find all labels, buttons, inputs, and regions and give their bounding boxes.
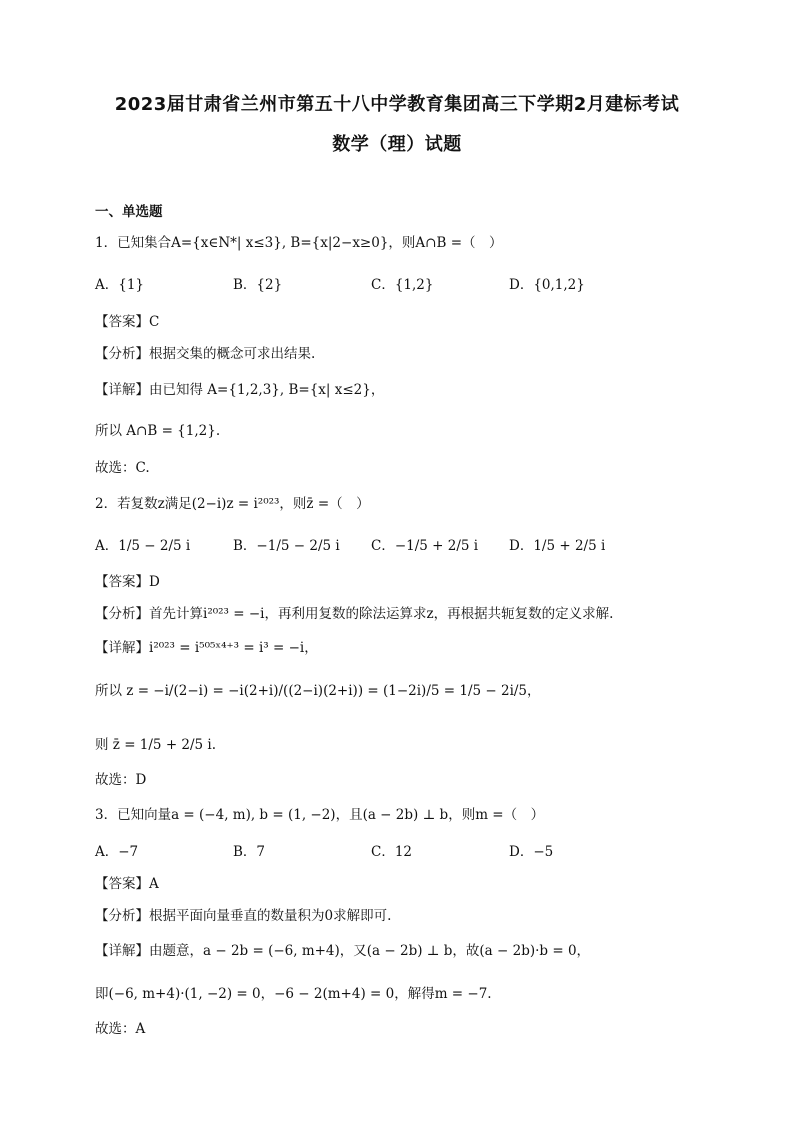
q3-choose: 故选：A xyxy=(95,1021,146,1037)
q1-step: 所以 A∩B = {1,2}. xyxy=(95,423,221,439)
q1-option-a: A．{1} xyxy=(95,277,145,293)
q1-detail: 【详解】由已知得 A={1,2,3}, B={x| x≤2}， xyxy=(95,382,385,398)
q1-option-c: C．{1,2} xyxy=(371,277,434,293)
q2-option-b: B．−1/5 − 2/5 i xyxy=(233,538,340,554)
q1-answer: 【答案】C xyxy=(95,314,160,330)
q3-answer: 【答案】A xyxy=(95,876,159,892)
document-title: 2023届甘肃省兰州市第五十八中学教育集团高三下学期2月建标考试 xyxy=(114,94,680,115)
q2-stem: 2．若复数z满足(2−i)z = i²⁰²³，则z̄ =（ ） xyxy=(95,496,370,512)
q3-option-b: B．7 xyxy=(233,844,266,860)
q2-option-d: D．1/5 + 2/5 i xyxy=(509,538,606,554)
q1-option-d: D．{0,1,2} xyxy=(509,277,585,293)
q1-choose: 故选：C. xyxy=(95,460,150,476)
q2-answer: 【答案】D xyxy=(95,574,160,590)
q1-stem: 1．已知集合A={x∈N*| x≤3}, B={x|2−x≥0}，则A∩B =（ ） xyxy=(95,235,503,251)
q3-analysis: 【分析】根据平面向量垂直的数量积为0求解即可. xyxy=(95,908,392,924)
q2-choose: 故选：D xyxy=(95,772,147,788)
q3-option-d: D．−5 xyxy=(509,844,554,860)
q3-option-c: C．12 xyxy=(371,844,413,860)
document-subtitle: 数学（理）试题 xyxy=(332,134,462,155)
q2-analysis: 【分析】首先计算i²⁰²³ = −i，再利用复数的除法运算求z，再根据共轭复数的定义求解. xyxy=(95,606,614,622)
q3-option-a: A．−7 xyxy=(95,844,139,860)
q1-analysis: 【分析】根据交集的概念可求出结果. xyxy=(95,346,316,362)
q2-option-c: C．−1/5 + 2/5 i xyxy=(371,538,479,554)
section-heading: 一、单选题 xyxy=(95,204,163,220)
q2-step-1: 所以 z = −i/(2−i) = −i(2+i)/((2−i)(2+i)) = (1−2i)/5 = 1/5 − 2i/5， xyxy=(95,683,541,699)
q3-step: 即(−6, m+4)·(1, −2) = 0，−6 − 2(m+4) = 0，解得m = −7. xyxy=(95,986,492,1002)
q2-step-2: 则 z̄ = 1/5 + 2/5 i. xyxy=(95,737,217,753)
q3-stem: 3．已知向量a = (−4, m), b = (1, −2)，且(a − 2b) ⊥ b，则m =（ ） xyxy=(95,807,545,823)
q2-option-a: A．1/5 − 2/5 i xyxy=(95,538,191,554)
q3-detail: 【详解】由题意，a − 2b = (−6, m+4)，又(a − 2b) ⊥ b，故(a − 2b)·b = 0， xyxy=(95,943,591,959)
q2-detail: 【详解】i²⁰²³ = i⁵⁰⁵ˣ⁴⁺³ = i³ = −i， xyxy=(95,640,318,656)
q1-option-b: B．{2} xyxy=(233,277,283,293)
